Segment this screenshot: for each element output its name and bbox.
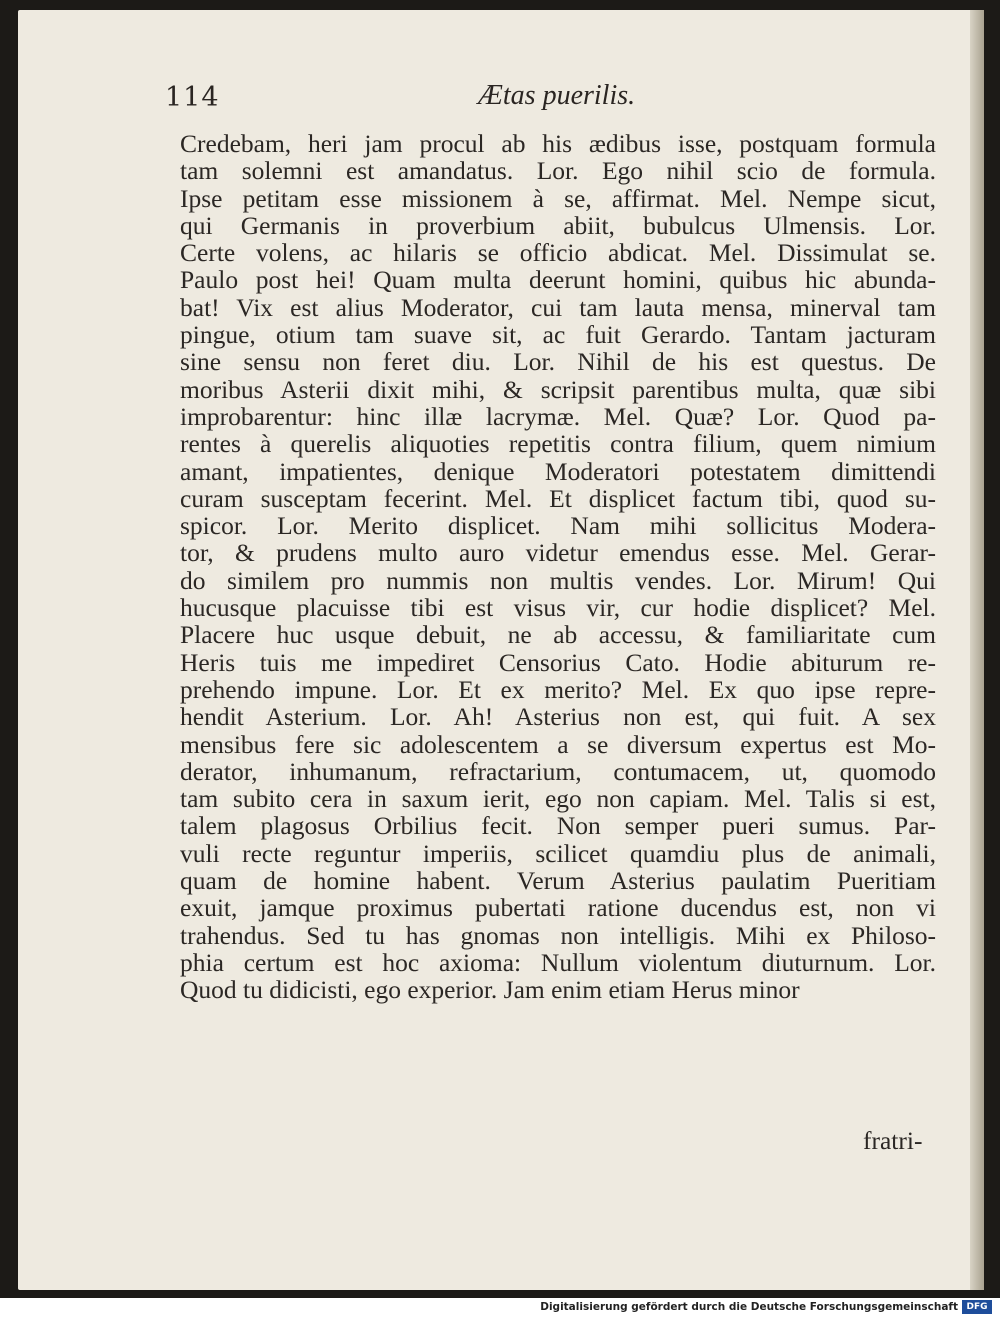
text-line: derator, inhumanum, refractarium, contumacem, ut, quomodo — [180, 756, 936, 786]
running-head: Ætas puerilis. — [478, 80, 636, 111]
text-line: qui Germanis in proverbium abiit, bubulcus Ulmensis. Lor. — [180, 210, 936, 240]
text-line: bat! Vix est alius Moderator, cui tam lauta mensa, minerval tam — [180, 292, 936, 322]
text-line: hucusque placuisse tibi est visus vir, cur hodie displicet? Mel. — [180, 593, 936, 623]
text-line: vuli recte reguntur imperiis, scilicet quamdiu plus de animali, — [180, 838, 936, 868]
text-line: Ipse petitam esse missionem à se, affirmat. Mel. Nempe sicut, — [180, 183, 936, 213]
text-line: mensibus fere sic adolescentem a se diversum expertus est Mo- — [180, 729, 936, 759]
text-line: tam subito cera in saxum ierit, ego non capiam. Mel. Talis si est, — [180, 784, 936, 814]
text-line: exuit, jamque proximus pubertati ratione ducendus est, non vi — [180, 893, 936, 923]
text-line: tam solemni est amandatus. Lor. Ego nihil scio de formula. — [180, 156, 936, 186]
text-line: Paulo post hei! Quam multa deerunt homini, quibus hic abunda- — [180, 265, 936, 295]
text-line: phia certum est hoc axioma: Nullum violentum diuturnum. Lor. — [180, 947, 936, 977]
text-line: do similem pro nummis non multis vendes. Lor. Mirum! Qui — [180, 565, 936, 595]
text-line: moribus Asterii dixit mihi, & scripsit parentibus multa, quæ sibi — [180, 374, 936, 404]
catchword: fratri- — [863, 1126, 923, 1155]
text-line: trahendus. Sed tu has gnomas non intelligis. Mihi ex Philoso- — [180, 920, 936, 950]
text-line: Quod tu didicisti, ego experior. Jam enim etiam Herus minor — [180, 975, 800, 1005]
text-line: Credebam, heri jam procul ab his ædibus isse, postquam formula — [180, 129, 936, 158]
text-line: tor, & prudens multo auro videtur emendus esse. Mel. Gerar- — [180, 538, 936, 568]
footer-bar — [0, 1298, 1000, 1319]
text-line: curam susceptam fecerint. Mel. Et displicet factum tibi, quod su- — [180, 483, 936, 513]
page-header — [165, 78, 937, 114]
text-line: amant, impatientes, denique Moderatori potestatem dimittendi — [180, 456, 936, 486]
page-number: 114 — [165, 82, 220, 113]
text-line: hendit Asterium. Lor. Ah! Asterius non est, qui fuit. A sex — [180, 702, 936, 732]
text-line: sine sensu non feret diu. Lor. Nihil de his est questus. De — [180, 347, 936, 377]
text-line: pingue, otium tam suave sit, ac fuit Gerardo. Tantam jacturam — [180, 320, 936, 350]
funding-credit: Digitalisierung gefördert durch die Deutsche Forschungsgemeinschaft — [540, 1301, 958, 1313]
page-edge-shadow — [970, 10, 984, 1290]
body-text — [180, 130, 936, 1004]
text-line: quam de homine habent. Verum Asterius paulatim Pueritiam — [180, 866, 936, 896]
text-line: rentes à querelis aliquoties repetitis contra filium, quem nimium — [180, 429, 936, 459]
text-line: Certe volens, ac hilaris se officio abdicat. Mel. Dissimulat se. — [180, 238, 936, 268]
text-line: Heris tuis me impediret Censorius Cato. Hodie abiturum re- — [180, 647, 936, 677]
text-line: talem plagosus Orbilius fecit. Non semper pueri sumus. Par- — [180, 811, 936, 841]
text-line: spicor. Lor. Merito displicet. Nam mihi sollicitus Modera- — [180, 511, 936, 541]
text-line: prehendo impune. Lor. Et ex merito? Mel. Ex quo ipse repre- — [180, 674, 936, 704]
text-line: Placere huc usque debuit, ne ab accessu, & familiaritate cum — [180, 620, 936, 650]
text-line: improbarentur: hinc illæ lacrymæ. Mel. Quæ? Lor. Quod pa- — [180, 401, 936, 431]
dfg-logo: DFG — [962, 1300, 992, 1314]
